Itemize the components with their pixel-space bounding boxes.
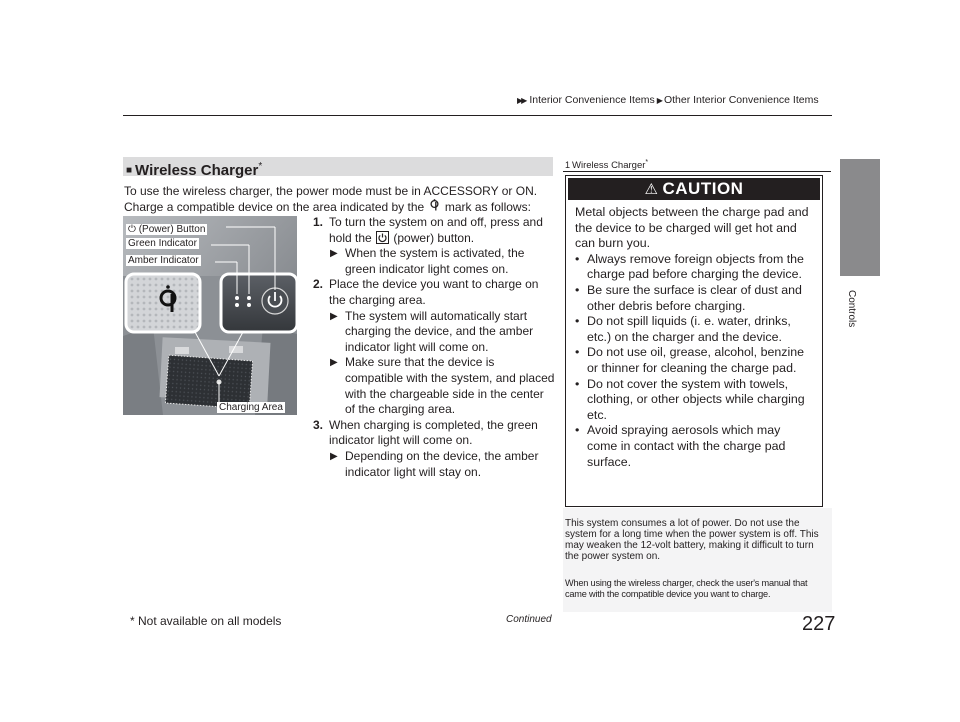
step-text: When charging is completed, the green indicator light will come on. [329, 417, 538, 448]
caution-bullet: • Do not cover the system with towels, clothing, or other objects while charging etc. [575, 376, 805, 422]
intro-paragraph [124, 183, 554, 215]
intro-text-1: To use the wireless charger, the power mode must be in ACCESSORY or ON. Charge a compatible device on the area indicated by the [124, 184, 538, 214]
section-title-text: Wireless Charger [135, 162, 259, 179]
section-title [126, 157, 262, 180]
power-button[interactable] [262, 288, 288, 314]
qi-charging-icon [428, 199, 442, 215]
caution-body [575, 205, 814, 470]
power-consumption-note: This system consumes a lot of power. Do not use the system for a long time when the power system is off. This may weaken the 12-volt battery, making it difficult to turn the power system on. [565, 518, 819, 562]
step-number: 3. [313, 417, 324, 432]
user-manual-note: When using the wireless charger, check the user's manual that came with the compatible device you want to charge. [565, 578, 808, 599]
green-indicator-label: Green Indicator [128, 238, 197, 249]
step-text: (power) button. [393, 230, 475, 245]
instruction-steps [313, 215, 555, 480]
arrow-right-icon: ▶ [330, 357, 338, 369]
header-rule [123, 115, 832, 116]
power-symbol-icon: ⏻ [128, 224, 136, 235]
bullet-icon: • [575, 376, 580, 391]
step-text: Place the device you want to charge on the charging area. [329, 277, 539, 307]
bullet-icon: • [575, 423, 580, 438]
charging-area-label: Charging Area [219, 402, 283, 413]
amber-indicator-label: Amber Indicator [128, 255, 199, 266]
breadcrumb-item-2[interactable]: Other Interior Convenience Items [663, 94, 819, 106]
breadcrumb-arrow-icon: ▶ [656, 96, 661, 105]
section-asterisk: * [258, 161, 263, 172]
section-square-icon: ■ [126, 165, 133, 176]
warning-triangle-icon: ⚠ [644, 181, 659, 198]
power-button-label: (Power) Button [138, 224, 206, 235]
step-2-note-2: ▶ Make sure that the device is compatible with the system, and placed with the chargeable side in the center of the charging area. [330, 355, 555, 417]
power-symbol-icon [376, 231, 389, 244]
step-1-note: ▶ When the system is activated, the green indicator light comes on. [330, 246, 525, 276]
sidebar-rule [563, 171, 831, 172]
breadcrumb [517, 94, 819, 106]
step-3-note: ▶ Depending on the device, the amber indicator light will stay on. [330, 448, 539, 479]
bullet-icon: • [575, 345, 580, 360]
sidebar-title: 1 Wireless Charger* [565, 159, 649, 172]
bullet-icon: • [575, 282, 580, 297]
caution-bullet: • Avoid spraying aerosols which may come in contact with the charge pad surface. [575, 423, 786, 469]
chapter-tab[interactable] [840, 159, 880, 276]
reference-box-icon: 1 [565, 160, 571, 171]
bullet-icon: • [575, 251, 580, 266]
caution-bullet: • Do not use oil, grease, alcohol, benzine or thinner for cleaning the charge pad. [575, 345, 804, 375]
caution-bullet: • Be sure the surface is clear of dust and other debris before charging. [575, 282, 802, 313]
caution-box [565, 175, 823, 507]
page-number: 227 [802, 613, 836, 635]
caution-bullet: • Do not spill liquids (i. e. water, drinks, etc.) on the charger and the device. [575, 314, 791, 344]
arrow-right-icon: ▶ [330, 248, 338, 260]
caution-heading: ⚠ CAUTION [568, 178, 820, 200]
wireless-charger-figure [123, 216, 297, 415]
step-1 [313, 215, 555, 246]
footnote: * Not available on all models [130, 614, 282, 628]
arrow-right-icon: ▶ [330, 310, 338, 322]
intro-text-2: mark as follows: [444, 200, 531, 214]
caution-intro: Metal objects between the charge pad and the device to be charged will get hot and can burn you. [575, 205, 809, 251]
power-button-callout [126, 219, 207, 237]
step-number: 2. [313, 277, 324, 292]
step-2 [313, 277, 555, 308]
arrow-right-icon: ▶ [330, 450, 338, 462]
step-3 [313, 418, 555, 449]
caution-bullet: • Always remove foreign objects from the charge pad before charging the device. [575, 251, 804, 282]
step-number: 1. [313, 215, 324, 229]
continued-label: Continued [506, 614, 552, 625]
chapter-tab-label: Controls [846, 290, 857, 328]
breadcrumb-arrow-icon: ▶▶ [517, 96, 526, 105]
step-2-note-1: ▶ The system will automatically start charging the device, and the amber indicator light will come on. [330, 308, 534, 354]
bullet-icon: • [575, 314, 580, 329]
breadcrumb-item-1[interactable]: Interior Convenience Items [529, 94, 655, 106]
step-text: To turn the system on and off, press and hold the [329, 215, 543, 245]
